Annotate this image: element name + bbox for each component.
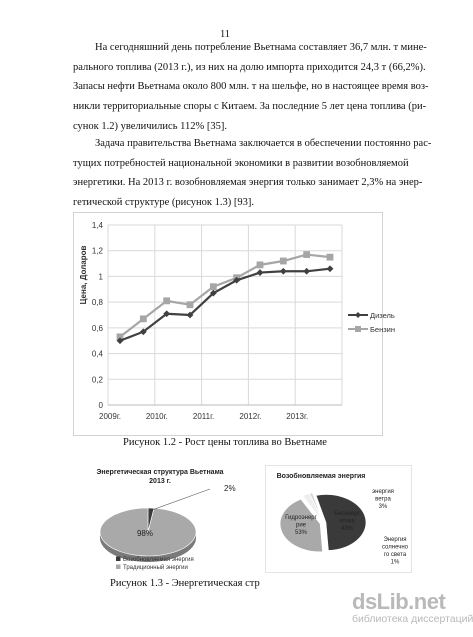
slice-label: ветра (375, 496, 391, 503)
series-line (120, 269, 330, 341)
slice-label: солнечно (381, 544, 409, 551)
pie-chart-svg (82, 465, 265, 573)
legend-label: Дизель (370, 311, 395, 320)
y-tick-label: 0,2 (91, 375, 103, 385)
slice-label: Биоэнерг (334, 511, 360, 517)
page-number: 11 (219, 29, 231, 40)
y-tick-label: 1,2 (91, 246, 103, 256)
data-point (257, 261, 264, 268)
slice-label: 43% (340, 526, 354, 532)
logo-subtitle: библиотека диссертаций (352, 613, 473, 625)
slice-label: Гидроэнерг (285, 515, 317, 521)
data-point (210, 283, 217, 290)
data-point (280, 268, 287, 275)
y-tick-label: 0,6 (91, 323, 103, 333)
paragraph-fuel-consumption (73, 38, 429, 137)
y-tick-label: 0,8 (91, 298, 103, 308)
text-line: сунок 1.2) увеличились 112% [35]. (73, 120, 227, 132)
slice-label: рие (295, 522, 307, 529)
data-point (303, 268, 310, 275)
slice-label: 2% (224, 484, 236, 493)
chart-title: 2013 г. (149, 478, 171, 485)
energy-structure-pie-chart (82, 465, 265, 573)
legend-label: Возобновляемая энергия (123, 557, 194, 563)
data-point (163, 297, 170, 304)
leader-line (152, 489, 210, 510)
y-tick-label: 1,4 (91, 221, 103, 230)
slice-label: го света (383, 552, 407, 558)
text-line: Задача правительства Вьетнама заключается в обеспечении постоянно рас- (95, 138, 432, 149)
figure-caption-1-3: Рисунок 1.3 - Энергетическая стр (110, 578, 260, 589)
line-chart-svg (74, 213, 396, 435)
data-point (327, 254, 334, 261)
legend-swatch (116, 557, 121, 562)
data-point (280, 258, 287, 265)
logo-text: dsLib.net (352, 589, 446, 614)
x-tick-label: 2012г. (239, 412, 262, 421)
legend-label: Бензин (370, 325, 396, 334)
text-line: Запасы нефти Вьетнама около 800 млн. т на шельфе, но в настоящее время воз- (73, 81, 429, 93)
data-point (257, 269, 264, 276)
legend-label: Традиционный энергии (123, 565, 188, 571)
fuel-price-line-chart (73, 212, 396, 436)
dslib-logo (352, 589, 473, 629)
legend-swatch (116, 565, 121, 570)
text-line: никли территориальные споры с Китаем. За последние 5 лет цена топлива (ри- (73, 101, 427, 113)
chart-title: Энергетическая структура Вьетнама (96, 469, 224, 476)
data-point (327, 265, 334, 272)
y-tick-label: 1 (98, 272, 103, 282)
slice-label: энергия (372, 489, 394, 495)
x-tick-label: 2013г. (286, 412, 309, 421)
y-tick-label: 0 (98, 401, 103, 410)
renewable-energy-pie-chart (265, 465, 412, 573)
slice-label: Энергия (383, 537, 407, 543)
y-axis-label: Цена, Доларов (79, 245, 88, 305)
text-line: тущих потребностей национальной экономики в развитии возобновляемой (73, 157, 409, 169)
legend-marker (355, 312, 361, 318)
text-line: энергетики. На 2013 г. возобновляемая энергия только занимает 2,3% на энер- (73, 177, 423, 189)
x-tick-label: 2011г. (192, 412, 215, 421)
x-tick-label: 2010г. (145, 412, 168, 421)
data-point (187, 301, 194, 308)
legend-marker (355, 326, 361, 332)
text-line: рального топлива (2013 г.), из них на долю импорта приходится 24,3 т (66,2%). (73, 61, 426, 73)
paragraph-government-task (73, 134, 432, 213)
chart-title: Возобновляемая энергия (276, 473, 366, 480)
y-tick-label: 0,4 (91, 349, 103, 359)
slice-label: 98% (136, 529, 154, 538)
x-tick-label: 2009г. (99, 412, 121, 421)
data-point (303, 251, 310, 258)
text-line: На сегодняшний день потребление Вьетнама составляет 36,7 млн. т мине- (95, 42, 427, 53)
slice-label: 53% (294, 530, 308, 536)
slice-label: етика (339, 518, 355, 525)
data-point (140, 315, 147, 322)
text-line: гетической структуре (рисунок 1.3) [93]. (73, 197, 254, 209)
figure-caption-1-2: Рисунок 1.2 - Рост цены топлива во Вьетнаме (123, 437, 327, 448)
slice-label: 3% (378, 504, 388, 510)
pie-chart-svg (265, 465, 412, 573)
slice-label: 1% (390, 559, 400, 566)
